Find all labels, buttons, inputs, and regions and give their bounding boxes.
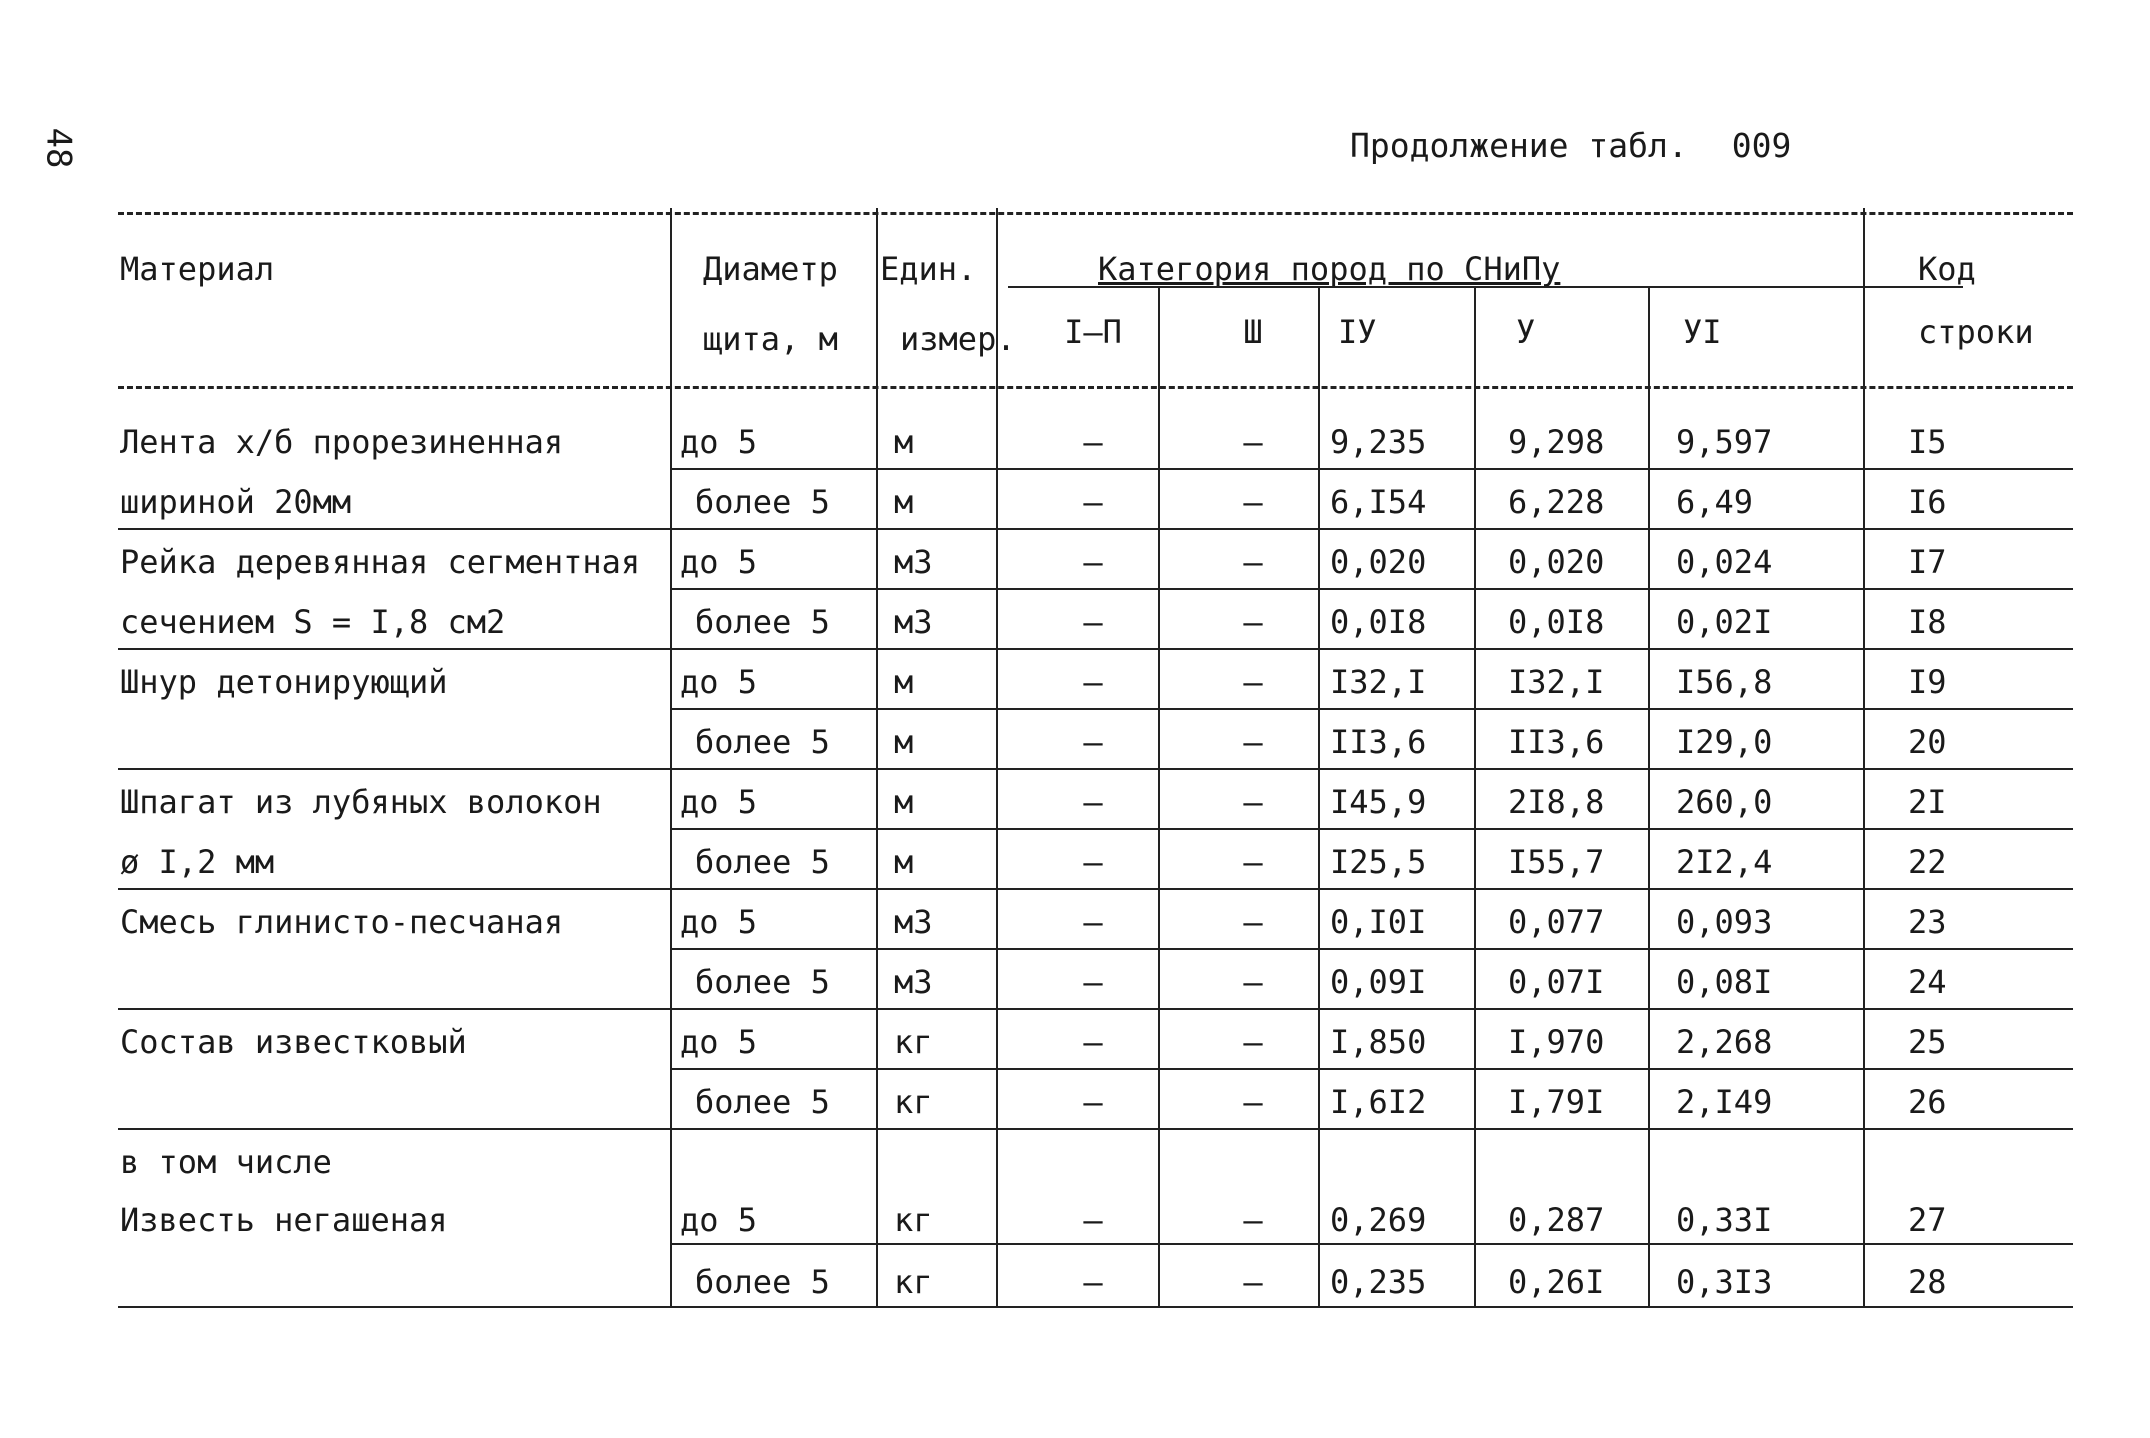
cat-iii-cell: – — [1243, 723, 1263, 761]
cat-iii-cell: – — [1243, 1201, 1263, 1239]
header-cat-vi: УI — [1683, 313, 1722, 351]
material-cell: Шпагат из лубяных волокон — [120, 783, 602, 821]
table-number: 009 — [1731, 126, 1792, 165]
material-cell: Рейка деревянная сегментная — [120, 543, 641, 581]
header-code-line1: Код — [1918, 250, 1976, 288]
cat-vi-cell: 0,024 — [1676, 543, 1773, 581]
unit-cell: кг — [894, 1083, 933, 1121]
cat-iii-cell: – — [1243, 483, 1263, 521]
header-diameter-line1: Диаметр — [703, 250, 838, 288]
diameter-cell: более 5 — [695, 1263, 830, 1301]
cat-iv-cell: I,6I2 — [1330, 1083, 1427, 1121]
col-divider — [1474, 288, 1476, 1306]
diameter-cell: до 5 — [680, 423, 758, 461]
diameter-cell: более 5 — [695, 603, 830, 641]
material-cell: Шнур детонирующий — [120, 663, 448, 701]
cat-i-ii-cell: – — [1083, 903, 1103, 941]
cat-v-cell: I,970 — [1508, 1023, 1605, 1061]
cat-iv-cell: I25,5 — [1330, 843, 1427, 881]
cat-vi-cell: I56,8 — [1676, 663, 1773, 701]
col-divider — [1318, 288, 1320, 1306]
col-divider — [876, 208, 878, 1306]
code-cell: 27 — [1908, 1201, 1947, 1239]
row-rule — [670, 708, 2073, 710]
diameter-cell: до 5 — [680, 543, 758, 581]
diameter-cell: до 5 — [680, 1023, 758, 1061]
code-cell: I7 — [1908, 543, 1947, 581]
continuation-text: Продолжение табл. — [1350, 126, 1688, 165]
unit-cell: м3 — [894, 903, 933, 941]
cat-vi-cell: 2,268 — [1676, 1023, 1773, 1061]
code-cell: I5 — [1908, 423, 1947, 461]
code-cell: 26 — [1908, 1083, 1947, 1121]
cat-v-cell: I55,7 — [1508, 843, 1605, 881]
cat-iv-cell: 0,269 — [1330, 1201, 1427, 1239]
cat-iii-cell: – — [1243, 963, 1263, 1001]
cat-v-cell: 0,077 — [1508, 903, 1605, 941]
cat-v-cell: 0,287 — [1508, 1201, 1605, 1239]
col-divider — [1158, 288, 1160, 1306]
cat-i-ii-cell: – — [1083, 843, 1103, 881]
cat-vi-cell: 0,3I3 — [1676, 1263, 1773, 1301]
cat-iv-cell: 9,235 — [1330, 423, 1427, 461]
code-cell: I6 — [1908, 483, 1947, 521]
cat-iii-cell: – — [1243, 1023, 1263, 1061]
unit-cell: кг — [894, 1201, 933, 1239]
cat-iii-cell: – — [1243, 663, 1263, 701]
row-rule — [670, 1068, 2073, 1070]
cat-i-ii-cell: – — [1083, 963, 1103, 1001]
col-divider — [1863, 208, 1865, 1306]
cat-vi-cell: 0,093 — [1676, 903, 1773, 941]
material-cell: Известь негашеная — [120, 1201, 448, 1239]
unit-cell: м — [894, 423, 914, 461]
cat-iv-cell: I45,9 — [1330, 783, 1427, 821]
row-rule — [118, 528, 2073, 530]
header-bottom-rule — [118, 386, 2073, 389]
cat-iii-cell: – — [1243, 1083, 1263, 1121]
col-divider — [670, 208, 672, 1306]
row-rule — [670, 468, 2073, 470]
row-rule — [118, 1128, 2073, 1130]
header-cat-v: У — [1516, 313, 1536, 351]
col-divider — [996, 208, 998, 1306]
cat-v-cell: 6,228 — [1508, 483, 1605, 521]
cat-iv-cell: I,850 — [1330, 1023, 1427, 1061]
row-rule — [670, 1243, 2073, 1245]
row-rule — [670, 828, 2073, 830]
cat-vi-cell: 9,597 — [1676, 423, 1773, 461]
row-rule — [118, 888, 2073, 890]
cat-iii-cell: – — [1243, 423, 1263, 461]
cat-v-cell: 0,020 — [1508, 543, 1605, 581]
cat-vi-cell: I29,0 — [1676, 723, 1773, 761]
cat-v-cell: 9,298 — [1508, 423, 1605, 461]
unit-cell: м — [894, 783, 914, 821]
material-cell: в том числе — [120, 1143, 332, 1181]
header-material: Материал — [120, 250, 275, 288]
header-cat-i-ii: I–П — [1064, 313, 1122, 351]
cat-vi-cell: 0,02I — [1676, 603, 1773, 641]
header-category-title: Категория пород по СНиПу — [1098, 250, 1561, 288]
diameter-cell: до 5 — [680, 663, 758, 701]
unit-cell: м3 — [894, 603, 933, 641]
cat-iv-cell: 0,020 — [1330, 543, 1427, 581]
diameter-cell: до 5 — [680, 1201, 758, 1239]
cat-iv-cell: 0,I0I — [1330, 903, 1427, 941]
cat-i-ii-cell: – — [1083, 663, 1103, 701]
cat-v-cell: 0,0I8 — [1508, 603, 1605, 641]
cat-iv-cell: 6,I54 — [1330, 483, 1427, 521]
diameter-cell: более 5 — [695, 723, 830, 761]
cat-iii-cell: – — [1243, 1263, 1263, 1301]
cat-iii-cell: – — [1243, 603, 1263, 641]
header-code-line2: строки — [1918, 313, 2034, 351]
cat-v-cell: I,79I — [1508, 1083, 1605, 1121]
diameter-cell: до 5 — [680, 783, 758, 821]
code-cell: 22 — [1908, 843, 1947, 881]
row-rule — [118, 1306, 2073, 1308]
material-cell: шириной 20мм — [120, 483, 352, 521]
header-cat-iii: Ш — [1243, 313, 1263, 351]
cat-v-cell: 0,26I — [1508, 1263, 1605, 1301]
row-rule — [118, 648, 2073, 650]
row-rule — [670, 588, 2073, 590]
diameter-cell: до 5 — [680, 903, 758, 941]
cat-iv-cell: 0,235 — [1330, 1263, 1427, 1301]
diameter-cell: более 5 — [695, 963, 830, 1001]
cat-vi-cell: 0,33I — [1676, 1201, 1773, 1239]
unit-cell: м3 — [894, 543, 933, 581]
cat-iv-cell: II3,6 — [1330, 723, 1427, 761]
cat-iii-cell: – — [1243, 903, 1263, 941]
header-unit-line2: измер. — [900, 320, 1016, 358]
category-underline — [1008, 286, 1963, 288]
cat-i-ii-cell: – — [1083, 1023, 1103, 1061]
diameter-cell: более 5 — [695, 483, 830, 521]
col-divider — [1648, 288, 1650, 1306]
row-rule — [118, 768, 2073, 770]
cat-i-ii-cell: – — [1083, 1263, 1103, 1301]
code-cell: I8 — [1908, 603, 1947, 641]
unit-cell: м — [894, 663, 914, 701]
unit-cell: м — [894, 723, 914, 761]
page-number: 48 — [38, 127, 79, 169]
unit-cell: м3 — [894, 963, 933, 1001]
table-top-rule — [118, 212, 2073, 215]
cat-vi-cell: 2,I49 — [1676, 1083, 1773, 1121]
cat-vi-cell: 6,49 — [1676, 483, 1754, 521]
cat-i-ii-cell: – — [1083, 423, 1103, 461]
cat-iii-cell: – — [1243, 843, 1263, 881]
cat-i-ii-cell: – — [1083, 603, 1103, 641]
material-cell: сечением S = I,8 см2 — [120, 603, 506, 641]
cat-iv-cell: 0,09I — [1330, 963, 1427, 1001]
material-cell: Лента х/б прорезиненная — [120, 423, 564, 461]
cat-iii-cell: – — [1243, 783, 1263, 821]
header-diameter-line2: щита, м — [703, 320, 838, 358]
unit-cell: кг — [894, 1023, 933, 1061]
diameter-cell: более 5 — [695, 1083, 830, 1121]
header-cat-iv: IУ — [1338, 313, 1377, 351]
code-cell: 20 — [1908, 723, 1947, 761]
cat-v-cell: 2I8,8 — [1508, 783, 1605, 821]
cat-i-ii-cell: – — [1083, 483, 1103, 521]
cat-vi-cell: 0,08I — [1676, 963, 1773, 1001]
code-cell: 2I — [1908, 783, 1947, 821]
cat-iv-cell: I32,I — [1330, 663, 1427, 701]
code-cell: 25 — [1908, 1023, 1947, 1061]
cat-iii-cell: – — [1243, 543, 1263, 581]
cat-vi-cell: 260,0 — [1676, 783, 1773, 821]
row-rule — [118, 1008, 2073, 1010]
diameter-cell: более 5 — [695, 843, 830, 881]
code-cell: 24 — [1908, 963, 1947, 1001]
cat-i-ii-cell: – — [1083, 543, 1103, 581]
cat-i-ii-cell: – — [1083, 723, 1103, 761]
unit-cell: м — [894, 843, 914, 881]
unit-cell: м — [894, 483, 914, 521]
cat-i-ii-cell: – — [1083, 1083, 1103, 1121]
table-continuation-label — [1350, 126, 1791, 165]
material-cell: ø I,2 мм — [120, 843, 275, 881]
cat-v-cell: I32,I — [1508, 663, 1605, 701]
cat-iv-cell: 0,0I8 — [1330, 603, 1427, 641]
cat-v-cell: 0,07I — [1508, 963, 1605, 1001]
material-cell: Смесь глинисто-песчаная — [120, 903, 564, 941]
cat-i-ii-cell: – — [1083, 783, 1103, 821]
row-rule — [670, 948, 2073, 950]
code-cell: 23 — [1908, 903, 1947, 941]
material-cell: Состав известковый — [120, 1023, 467, 1061]
cat-vi-cell: 2I2,4 — [1676, 843, 1773, 881]
header-unit-line1: Един. — [880, 250, 977, 288]
unit-cell: кг — [894, 1263, 933, 1301]
code-cell: 28 — [1908, 1263, 1947, 1301]
cat-i-ii-cell: – — [1083, 1201, 1103, 1239]
code-cell: I9 — [1908, 663, 1947, 701]
cat-v-cell: II3,6 — [1508, 723, 1605, 761]
